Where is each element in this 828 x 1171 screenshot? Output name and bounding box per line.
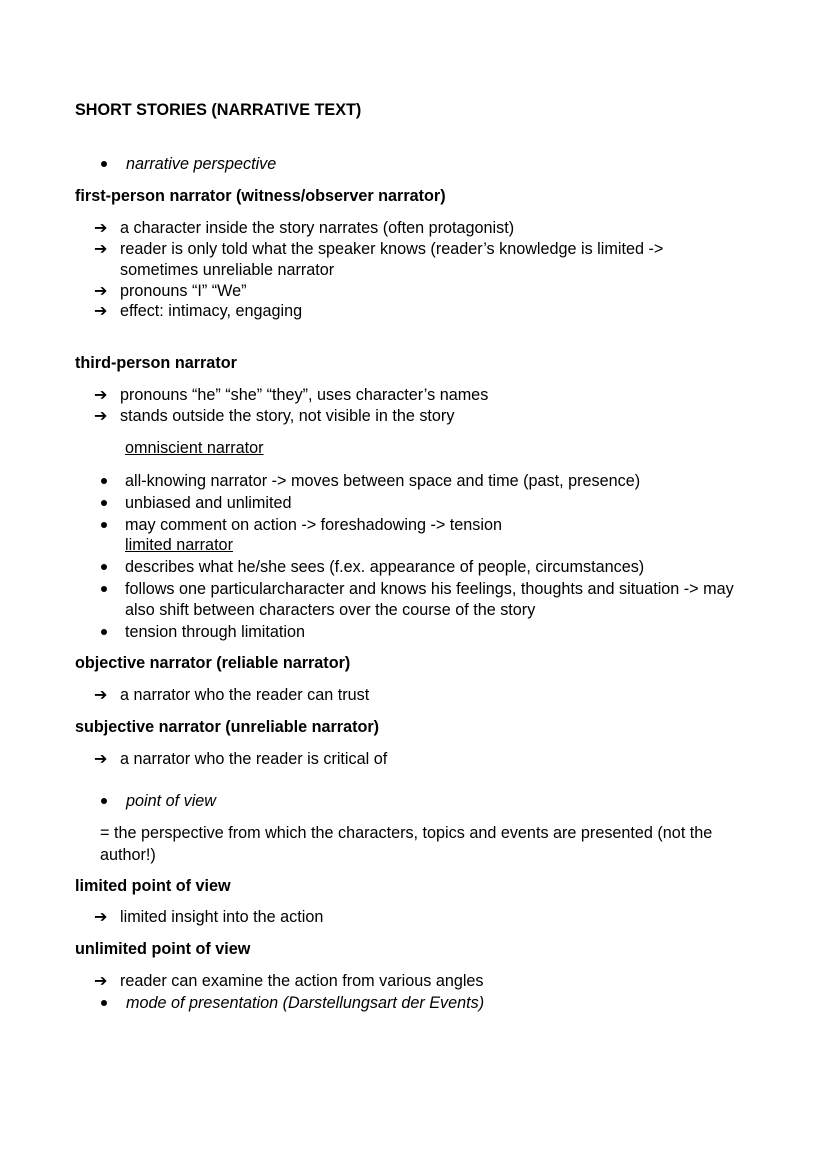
bullet-icon <box>101 586 107 592</box>
heading-subjective: subjective narrator (unreliable narrator) <box>75 718 380 736</box>
bullet-icon <box>101 1000 107 1006</box>
arrow-icon: ➔ <box>94 218 108 237</box>
heading-unlimited-pov: unlimited point of view <box>75 940 251 958</box>
heading-limited-pov: limited point of view <box>75 877 231 895</box>
list-item: effect: intimacy, engaging <box>120 302 303 320</box>
list-item-continuation: also shift between characters over the course of the story <box>125 601 536 619</box>
bullet-icon <box>101 161 107 167</box>
list-item: pronouns “I” “We” <box>120 282 247 300</box>
list-item: reader can examine the action from various angles <box>120 972 484 990</box>
arrow-icon: ➔ <box>94 907 108 926</box>
arrow-icon: ➔ <box>94 281 108 300</box>
arrow-icon: ➔ <box>94 385 108 404</box>
list-item: a narrator who the reader can trust <box>120 686 370 704</box>
arrow-icon: ➔ <box>94 406 108 425</box>
arrow-icon: ➔ <box>94 301 108 320</box>
bullet-icon <box>101 522 107 528</box>
list-item: stands outside the story, not visible in the story <box>120 407 455 425</box>
list-item: a narrator who the reader is critical of <box>120 750 388 768</box>
section-label-point-of-view: point of view <box>126 792 216 810</box>
bullet-icon <box>101 478 107 484</box>
list-item-continuation: sometimes unreliable narrator <box>120 261 335 279</box>
bullet-icon <box>101 564 107 570</box>
definition-text-continuation: author!) <box>100 846 156 864</box>
arrow-icon: ➔ <box>94 685 108 704</box>
page-title: SHORT STORIES (NARRATIVE TEXT) <box>75 101 362 119</box>
subheading-omniscient: omniscient narrator <box>125 439 264 457</box>
heading-objective: objective narrator (reliable narrator) <box>75 654 351 672</box>
arrow-icon: ➔ <box>94 239 108 258</box>
bullet-icon <box>101 629 107 635</box>
arrow-icon: ➔ <box>94 749 108 768</box>
list-item: describes what he/she sees (f.ex. appearance of people, circumstances) <box>125 558 645 576</box>
list-item: unbiased and unlimited <box>125 494 292 512</box>
list-item: pronouns “he” “she” “they”, uses character’s names <box>120 386 489 404</box>
list-item: may comment on action -> foreshadowing -> tension <box>125 516 503 534</box>
definition-text: = the perspective from which the characters, topics and events are presented (not the <box>100 824 713 842</box>
list-item: limited insight into the action <box>120 908 324 926</box>
bullet-icon <box>101 500 107 506</box>
subheading-limited: limited narrator <box>125 536 233 554</box>
heading-first-person: first-person narrator (witness/observer narrator) <box>75 187 446 205</box>
section-label-mode-of-presentation: mode of presentation (Darstellungsart der Events) <box>126 994 485 1012</box>
list-item: a character inside the story narrates (often protagonist) <box>120 219 515 237</box>
bullet-icon <box>101 798 107 804</box>
arrow-icon: ➔ <box>94 971 108 990</box>
list-item: follows one particularcharacter and knows his feelings, thoughts and situation -> may <box>125 580 734 598</box>
list-item: all-knowing narrator -> moves between space and time (past, presence) <box>125 472 641 490</box>
heading-third-person: third-person narrator <box>75 354 237 372</box>
section-label-narrative-perspective: narrative perspective <box>126 155 277 173</box>
list-item: tension through limitation <box>125 623 305 641</box>
list-item: reader is only told what the speaker knows (reader’s knowledge is limited -> <box>120 240 664 258</box>
